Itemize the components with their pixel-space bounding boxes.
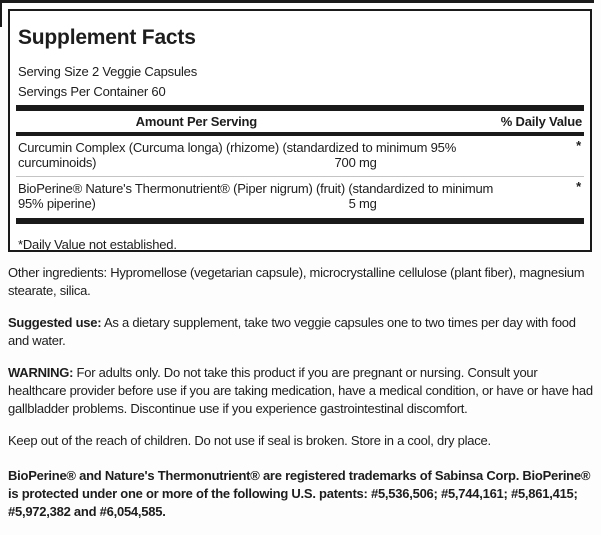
ingredient-row (16, 177, 584, 217)
warning-text: For adults only. Do not take this product if you are pregnant or nursing. Consult your healthcare provider before use if you are taking medication, have a medical condition, or have or have had gallbladder problems. Discontinue use if you experience gastrointestinal discomfort. (8, 365, 593, 416)
top-frame-line (2, 0, 594, 3)
supplement-facts-panel (8, 9, 592, 252)
left-frame-tick (0, 0, 2, 27)
warning-paragraph (8, 364, 593, 418)
ingredient-name: BioPerine® Nature's Thermonutrient® (Piper nigrum) (fruit) (standardized to minimum 95% piperine) (18, 181, 494, 211)
daily-value-asterisk: * (576, 138, 581, 153)
facts-header-row (16, 111, 584, 132)
label-paragraphs (8, 264, 593, 535)
divider-bar-thick (16, 218, 584, 224)
suggested-use-paragraph (8, 314, 593, 350)
suggested-use-label: Suggested use: (8, 315, 102, 330)
daily-value-asterisk: * (576, 179, 581, 194)
storage-paragraph: Keep out of the reach of children. Do not use if seal is broken. Store in a cool, dry place. (8, 433, 491, 448)
amount-per-serving-header: Amount Per Serving (135, 114, 258, 129)
ingredient-name: Curcumin Complex (Curcuma longa) (rhizome) (standardized to minimum 95% curcuminoids) (18, 140, 457, 170)
warning-label: WARNING: (8, 365, 74, 380)
suggested-use-text: As a dietary supplement, take two veggie capsules one to two times per day with food and water. (8, 315, 576, 348)
daily-value-footnote: *Daily Value not established. (18, 237, 177, 252)
ingredient-row (16, 136, 584, 176)
ingredient-amount: 700 mg (334, 155, 377, 170)
serving-size-line: Serving Size 2 Veggie Capsules (18, 64, 198, 79)
servings-per-container-line: Servings Per Container 60 (18, 84, 166, 99)
daily-value-header: % Daily Value (500, 114, 582, 129)
panel-title: Supplement Facts (18, 26, 196, 49)
ingredient-amount: 5 mg (348, 196, 377, 211)
other-ingredients-paragraph: Other ingredients: Hypromellose (vegetarian capsule), microcrystalline cellulose (plant fiber), magnesium stearate, silica. (8, 265, 585, 298)
trademark-paragraph: BioPerine® and Nature's Thermonutrient® are registered trademarks of Sabinsa Corp. BioPerine® is protected under one or more of the following U.S. patents: #5,536,506; #5,744,161; #5,861,415; #5,972,382 and #6,054,585. (8, 468, 591, 519)
